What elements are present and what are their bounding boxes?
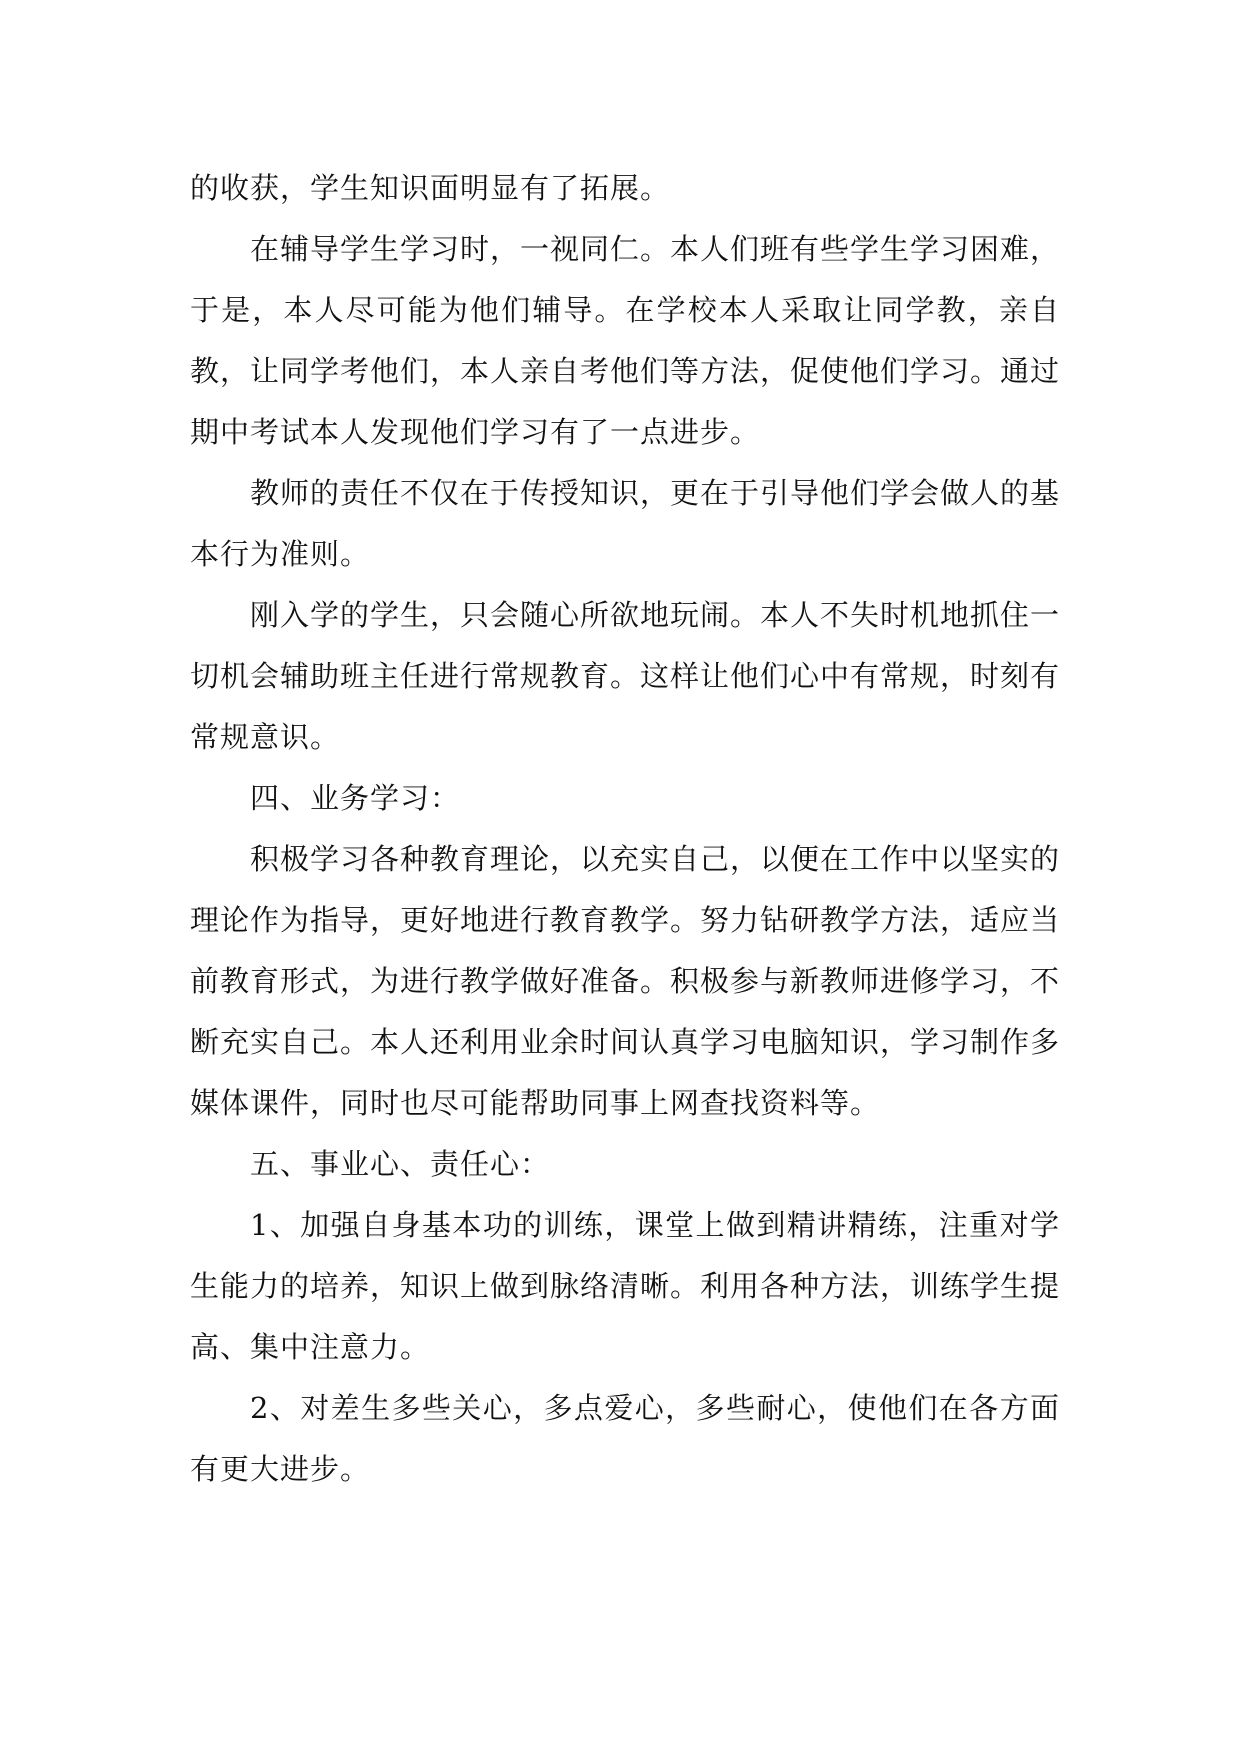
list-item-2: 2、对差生多些关心，多点爱心，多些耐心，使他们在各方面有更大进步。 <box>190 1391 1060 1486</box>
list-item-1: 1、加强自身基本功的训练，课堂上做到精讲精练，注重对学生能力的培养，知识上做到脉络清晰。利用各种方法，训练学生提高、集中注意力。 <box>190 1208 1061 1364</box>
paragraph-tutoring: 在辅导学生学习时，一视同仁。本人们班有些学生学习困难，于是，本人尽可能为他们辅导。在学校本人采取让同学教，亲自教，让同学考他们，本人亲自考他们等方法，促使他们学习。通过期中考试本人发现他们学习有了一点进步。 <box>190 232 1061 449</box>
section-heading-dedication: 五、事业心、责任心： <box>250 1147 551 1181</box>
paragraph-continuation: 的收获，学生知识面明显有了拓展。 <box>190 171 671 205</box>
document-body <box>190 158 1060 1500</box>
paragraph-teacher-responsibility: 教师的责任不仅在于传授知识，更在于引导他们学会做人的基本行为准则。 <box>190 476 1061 571</box>
paragraph-professional-study: 积极学习各种教育理论，以充实自己，以便在工作中以坚实的理论作为指导，更好地进行教育教学。努力钻研教学方法，适应当前教育形式，为进行教学做好准备。积极参与新教师进修学习，不断充实自己。本人还利用业余时间认真学习电脑知识，学习制作多媒体课件，同时也尽可能帮助同事上网查找资料等。 <box>190 842 1061 1120</box>
section-heading-professional-study: 四、业务学习： <box>250 781 461 815</box>
paragraph-routine-education: 刚入学的学生，只会随心所欲地玩闹。本人不失时机地抓住一切机会辅助班主任进行常规教育。这样让他们心中有常规，时刻有常规意识。 <box>190 598 1061 754</box>
